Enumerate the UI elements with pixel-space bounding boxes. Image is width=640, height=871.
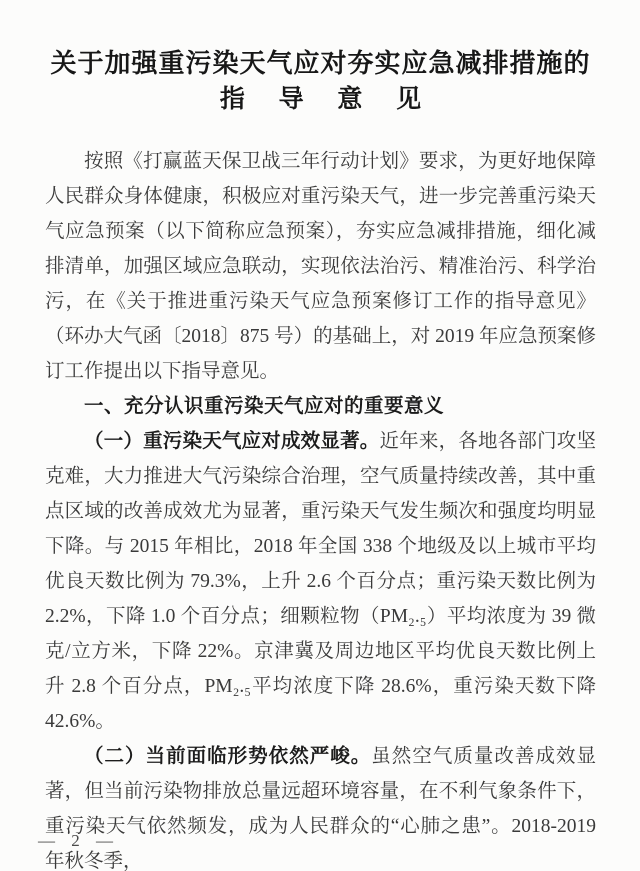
document-title	[45, 46, 596, 118]
paragraph-achievements-text: 近年来，各地各部门攻坚克难，大力推进大气污染综合治理，空气质量持续改善，其中重点区域的改善成效尤为显著，重污染天气发生频次和强度均明显下降。与 2015 年相比，2018 年全国 338 个地级及以上城市平均优良天数比例为 79.3%，上升 2.6 个百分点；重污染天数比例为 2.2%，下降 1.0 个百分点；细颗粒物（PM₂.₅）平均浓度为 39 微克/立方米，下降 22%。京津冀及周边地区平均优良天数比例上升 2.8 个百分点，PM₂.₅平均浓度下降 28.6%，重污染天数下降 42.6%。	[45, 431, 596, 732]
paragraph-situation-lead: （二）当前面临形势依然严峻。	[84, 746, 372, 767]
paragraph-situation	[45, 739, 596, 871]
intro-paragraph: 按照《打赢蓝天保卫战三年行动计划》要求，为更好地保障人民群众身体健康，积极应对重污染天气，进一步完善重污染天气应急预案（以下简称应急预案），夯实应急减排措施，细化减排清单，加强区域应急联动，实现依法治污、精准治污、科学治污，在《关于推进重污染天气应急预案修订工作的指导意见》（环办大气函〔2018〕875 号）的基础上，对 2019 年应急预案修订工作提出以下指导意见。	[45, 151, 596, 382]
paragraph-achievements	[45, 424, 596, 739]
section-1-heading: 一、充分认识重污染天气应对的重要意义	[84, 395, 445, 417]
title-line-2: 指 导 意 见	[219, 86, 435, 113]
title-line-1: 关于加强重污染天气应对夯实应急减排措施的	[50, 49, 591, 78]
paragraph-situation-text: 虽然空气质量改善成效显著，但当前污染物排放总量远超环境容量，在不利气象条件下，重污染天气依然频发，成为人民群众的“心肺之患”。2018-2019 年秋冬季，	[45, 746, 596, 871]
page-number: — 2 —	[38, 831, 119, 850]
paragraph-achievements-lead: （一）重污染天气应对成效显著。	[84, 431, 380, 452]
